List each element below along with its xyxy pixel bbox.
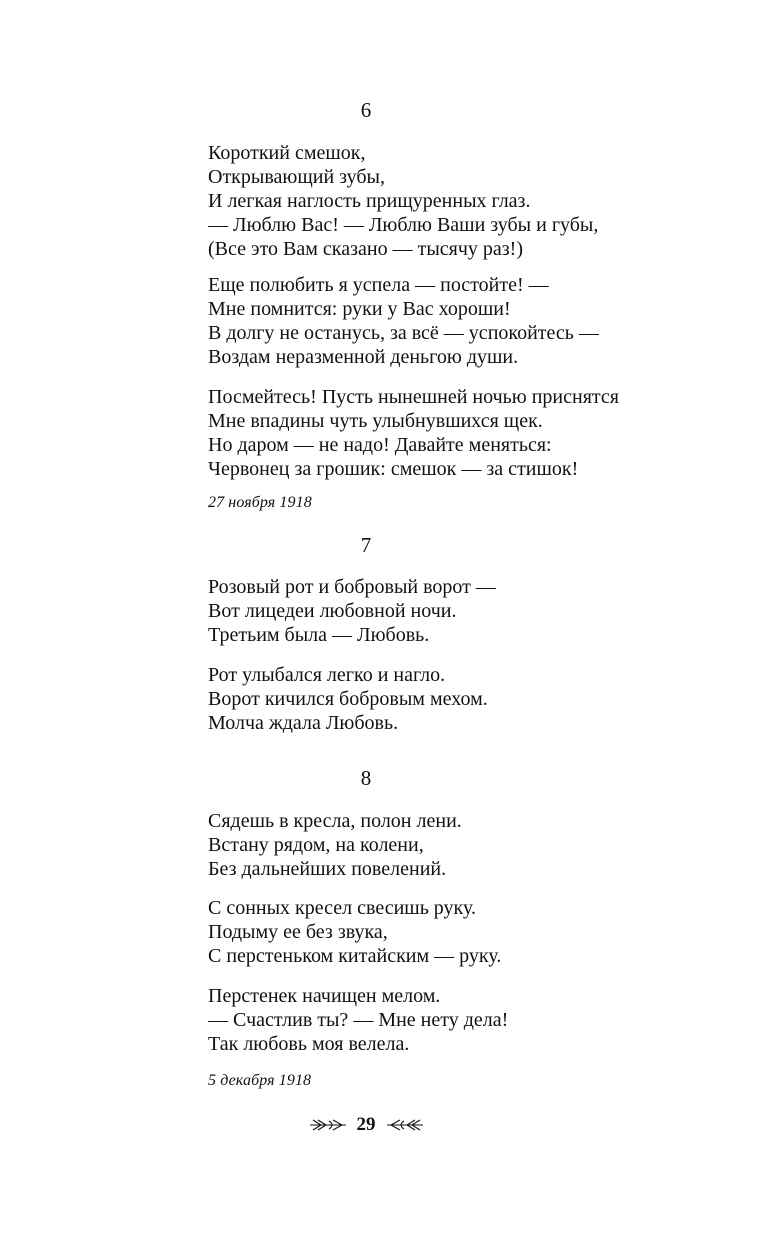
- verse-line: Вот лицедеи любовной ночи.: [208, 600, 457, 622]
- poem-6-stanza-3: [208, 385, 619, 481]
- ornament-right-icon: [386, 1117, 424, 1133]
- poem-8-stanza-2: [208, 896, 501, 968]
- verse-line: Еще полюбить я успела — постойте! —: [208, 274, 549, 296]
- poem-7-stanza-1: [208, 575, 496, 647]
- poem-6-number: 6: [360, 98, 372, 122]
- verse-line: Перстенек начищен мелом.: [208, 985, 441, 1007]
- verse-line: Открывающий зубы,: [208, 166, 385, 188]
- poem-6-stanza-2: [208, 273, 599, 369]
- verse-line: Рот улыбался легко и нагло.: [208, 664, 446, 686]
- page-footer: [0, 1114, 732, 1136]
- verse-line: Червонец за грошик: смешок — за стишок!: [208, 458, 579, 480]
- verse-line: Короткий смешок,: [208, 142, 366, 164]
- poem-8-number: 8: [360, 766, 372, 790]
- verse-line: Но даром — не надо! Давайте меняться:: [208, 434, 552, 456]
- verse-line: С сонных кресел свесишь руку.: [208, 897, 476, 919]
- page-number: 29: [356, 1114, 376, 1135]
- verse-line: Мне помнится: руки у Вас хороши!: [208, 298, 511, 320]
- verse-line: В долгу не останусь, за всё — успокойтесь —: [208, 322, 599, 344]
- poem-8-stanza-1: [208, 809, 462, 881]
- poem-7-stanza-2: [208, 663, 488, 735]
- poem-7-number: 7: [360, 533, 372, 557]
- verse-line: Молча ждала Любовь.: [208, 712, 399, 734]
- verse-line: Без дальнейших повелений.: [208, 858, 447, 880]
- verse-line: С перстеньком китайским — руку.: [208, 945, 502, 967]
- poem-8-date: 5 декабря 1918: [208, 1072, 312, 1089]
- poem-6-date: 27 ноября 1918: [208, 494, 312, 511]
- verse-line: Третьим была — Любовь.: [208, 624, 430, 646]
- verse-line: Сядешь в кресла, полон лени.: [208, 810, 462, 832]
- verse-line: Так любовь моя велела.: [208, 1033, 410, 1055]
- verse-line: — Счастлив ты? — Мне нету дела!: [208, 1009, 509, 1031]
- verse-line: Посмейтесь! Пусть нынешней ночью приснятся: [208, 386, 619, 408]
- verse-line: Подыму ее без звука,: [208, 921, 388, 943]
- poem-6-stanza-1: [208, 141, 598, 261]
- verse-line: Розовый рот и бобровый ворот —: [208, 576, 496, 598]
- ornament-left-icon: [309, 1117, 347, 1133]
- verse-line: Воздам неразменной деньгою души.: [208, 346, 519, 368]
- verse-line: Встану рядом, на колени,: [208, 834, 424, 856]
- poem-8-stanza-3: [208, 984, 508, 1056]
- verse-line: И легкая наглость прищуренных глаз.: [208, 190, 531, 212]
- verse-line: Ворот кичился бобровым мехом.: [208, 688, 488, 710]
- verse-line: — Люблю Вас! — Люблю Ваши зубы и губы,: [208, 214, 599, 236]
- verse-line: Мне впадины чуть улыбнувшихся щек.: [208, 410, 543, 432]
- verse-line: (Все это Вам сказано — тысячу раз!): [208, 238, 523, 260]
